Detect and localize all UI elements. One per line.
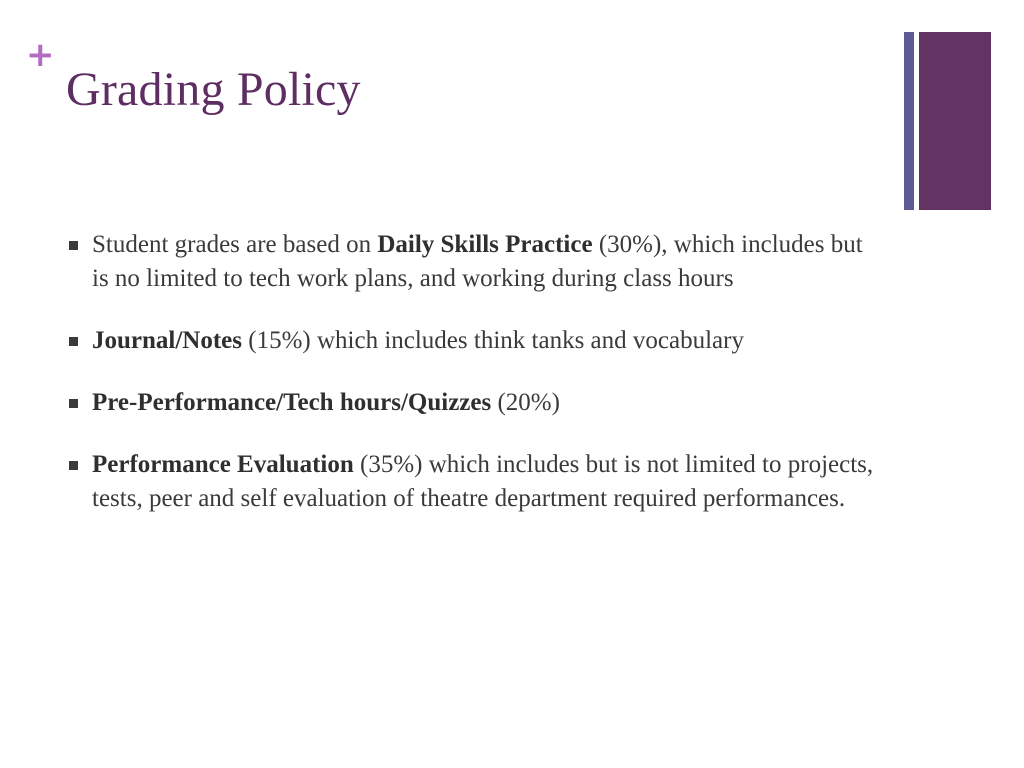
plus-icon: +: [26, 35, 55, 75]
bullet-item: [92, 448, 882, 516]
bullet-rest-text: (30%), which includes but is no limited to tech work plans, and working during class hours: [92, 231, 863, 292]
square-bullet-icon: [69, 241, 78, 250]
square-bullet-icon: [69, 399, 78, 408]
square-bullet-icon: [69, 461, 78, 470]
bullet-bold-text: Daily Skills Practice: [377, 231, 593, 258]
bullet-bold-text: Pre-Performance/Tech hours/Quizzes: [92, 389, 492, 416]
bullet-list: [0, 228, 882, 544]
page-title: Grading Policy: [66, 63, 361, 116]
bullet-rest-text: (20%): [491, 389, 560, 416]
bullet-rest-text: (15%) which includes think tanks and vocabulary: [242, 327, 744, 354]
accent-bar-thick: [919, 32, 991, 210]
bullet-item: [92, 324, 882, 358]
bullet-bold-text: Journal/Notes: [92, 327, 242, 354]
accent-bar-thin: [904, 32, 914, 210]
bullet-item: [92, 228, 882, 296]
bullet-bold-text: Performance Evaluation: [92, 451, 354, 478]
bullet-item: [92, 386, 882, 420]
bullet-lead-text: Student grades are based on: [92, 231, 378, 258]
square-bullet-icon: [69, 337, 78, 346]
bullet-rest-text: (35%) which includes but is not limited to projects, tests, peer and self evaluation of theatre department required performances.: [92, 451, 874, 512]
